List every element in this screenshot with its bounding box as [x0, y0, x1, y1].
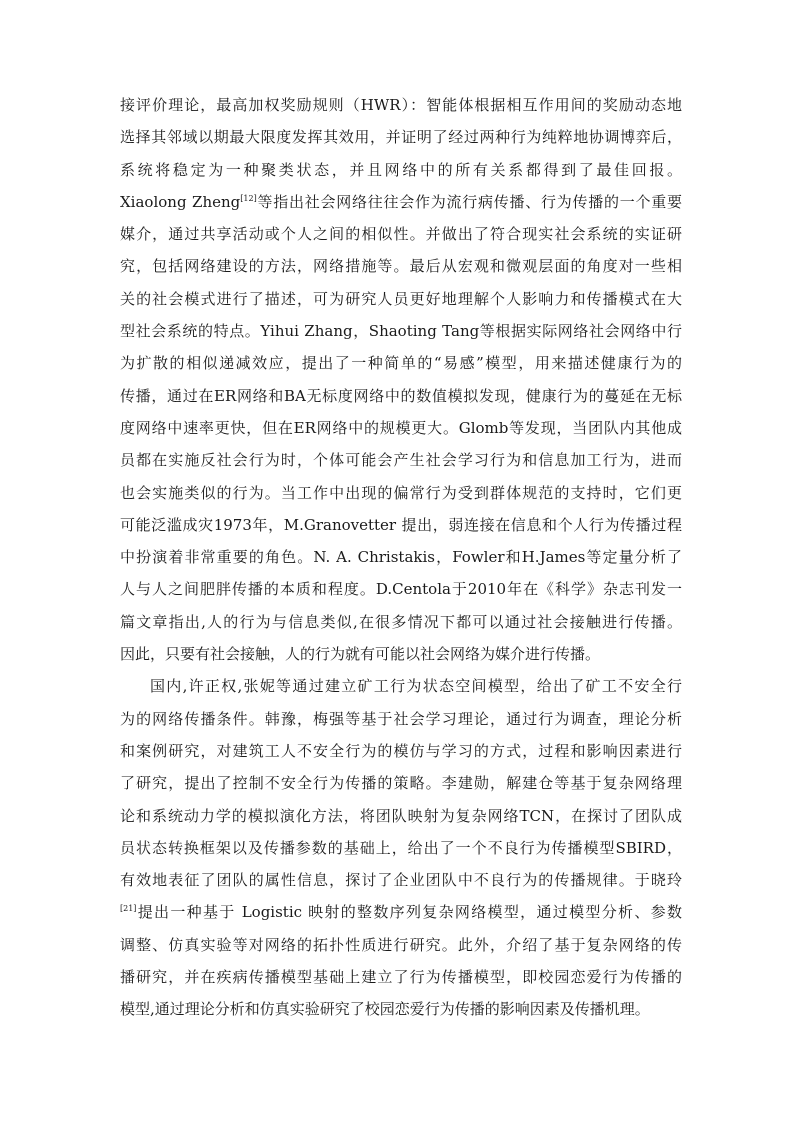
text-line: 调整、仿真实验等对网络的拓扑性质进行研究。此外，介绍了基于复杂网络的传 — [120, 935, 682, 954]
text-line: 了研究，提出了控制不安全行为传播的策略。李建勋，解建仓等基于复杂网络理 — [120, 774, 682, 793]
text-line: 和案例研究，对建筑工人不安全行为的模仿与学习的方式，过程和影响因素进行 — [120, 741, 682, 760]
text-line: 媒介，通过共享活动或个人之间的相似性。并做出了符合现实社会系统的实证研 — [120, 225, 682, 244]
text-line-with-citation — [120, 186, 682, 218]
text-line: 接评价理论，最高加权奖励规则（HWR）：智能体根据相互作用间的奖励动态地 — [120, 96, 682, 114]
text-line: 系统将稳定为一种聚类状态，并且网络中的所有关系都得到了最佳回报。 — [120, 160, 682, 179]
line-text: 等指出社会网络往往会作为流行病传播、行为传播的一个重要 — [256, 192, 682, 211]
body-text — [120, 89, 682, 1026]
text-line: 有效地表征了团队的属性信息，探讨了企业团队中不良行为的传播规律。于晓玲 — [120, 871, 682, 890]
text-line: 为扩散的相似递减效应，提出了一种简单的“易感”模型，用来描述健康行为的 — [120, 354, 682, 373]
text-line: 模型,通过理论分析和仿真实验研究了校园恋爱行为传播的影响因素及传播机理。 — [120, 1000, 650, 1019]
text-line: 员状态转换框架以及传播参数的基础上，给出了一个不良行为传播模型SBIRD， — [120, 838, 682, 857]
text-line: 度网络中速率更快，但在ER网络中的规模更大。Glomb等发现，当团队内其他成 — [120, 418, 682, 437]
text-line: 国内,许正权,张妮等通过建立矿工行为状态空间模型，给出了矿工不安全行 — [150, 677, 682, 696]
line-text: Xiaolong Zheng — [120, 192, 241, 211]
paragraph-2 — [120, 670, 682, 1025]
citation-ref: [21] — [120, 904, 137, 914]
text-line: 论和系统动力学的模拟演化方法，将团队映射为复杂网络TCN，在探讨了团队成 — [120, 806, 682, 825]
text-line: 型社会系统的特点。Yihui Zhang，Shaoting Tang等根据实际网络社会网络中行 — [120, 322, 682, 341]
text-line: 选择其邻域以期最大限度发挥其效用，并证明了经过两种行为纯粹地协调博弈后， — [120, 128, 682, 147]
text-line: 为的网络传播条件。韩豫，梅强等基于社会学习理论，通过行为调查，理论分析 — [120, 709, 682, 728]
text-line: 传播，通过在ER网络和BA无标度网络中的数值模拟发现，健康行为的蔓延在无标 — [120, 386, 682, 405]
text-line: 员都在实施反社会行为时，个体可能会产生社会学习行为和信息加工行为，进而 — [120, 451, 682, 470]
text-line: 关的社会模式进行了描述，可为研究人员更好地理解个人影响力和传播模式在大 — [120, 289, 682, 308]
text-line: 人与人之间肥胖传播的本质和程度。D.Centola于2010年在《科学》杂志刊发一 — [120, 580, 682, 599]
text-line: 篇文章指出,人的行为与信息类似,在很多情况下都可以通过社会接触进行传播。 — [120, 612, 682, 631]
citation-ref: [12] — [240, 193, 257, 203]
text-line: 因此，只要有社会接触，人的行为就有可能以社会网络为媒介进行传播。 — [120, 645, 601, 664]
text-line: 究，包括网络建设的方法，网络措施等。最后从宏观和微观层面的角度对一些相 — [120, 257, 682, 276]
text-line: 中扮演着非常重要的角色。N. A. Christakis，Fowler和H.James等定量分析了 — [120, 548, 682, 567]
text-line-with-citation — [120, 896, 682, 928]
text-line: 可能泛滥成灾1973年，M.Granovetter 提出，弱连接在信息和个人行为传播过程 — [120, 515, 682, 534]
line-text: 提出一种基于 Logistic 映射的整数序列复杂网络模型，通过模型分析、参数 — [136, 903, 682, 922]
text-line: 也会实施类似的行为。当工作中出现的偏常行为受到群体规范的支持时，它们更 — [120, 483, 682, 502]
paragraph-1 — [120, 89, 682, 670]
text-line: 播研究，并在疾病传播模型基础上建立了行为传播模型，即校园恋爱行为传播的 — [120, 968, 682, 987]
